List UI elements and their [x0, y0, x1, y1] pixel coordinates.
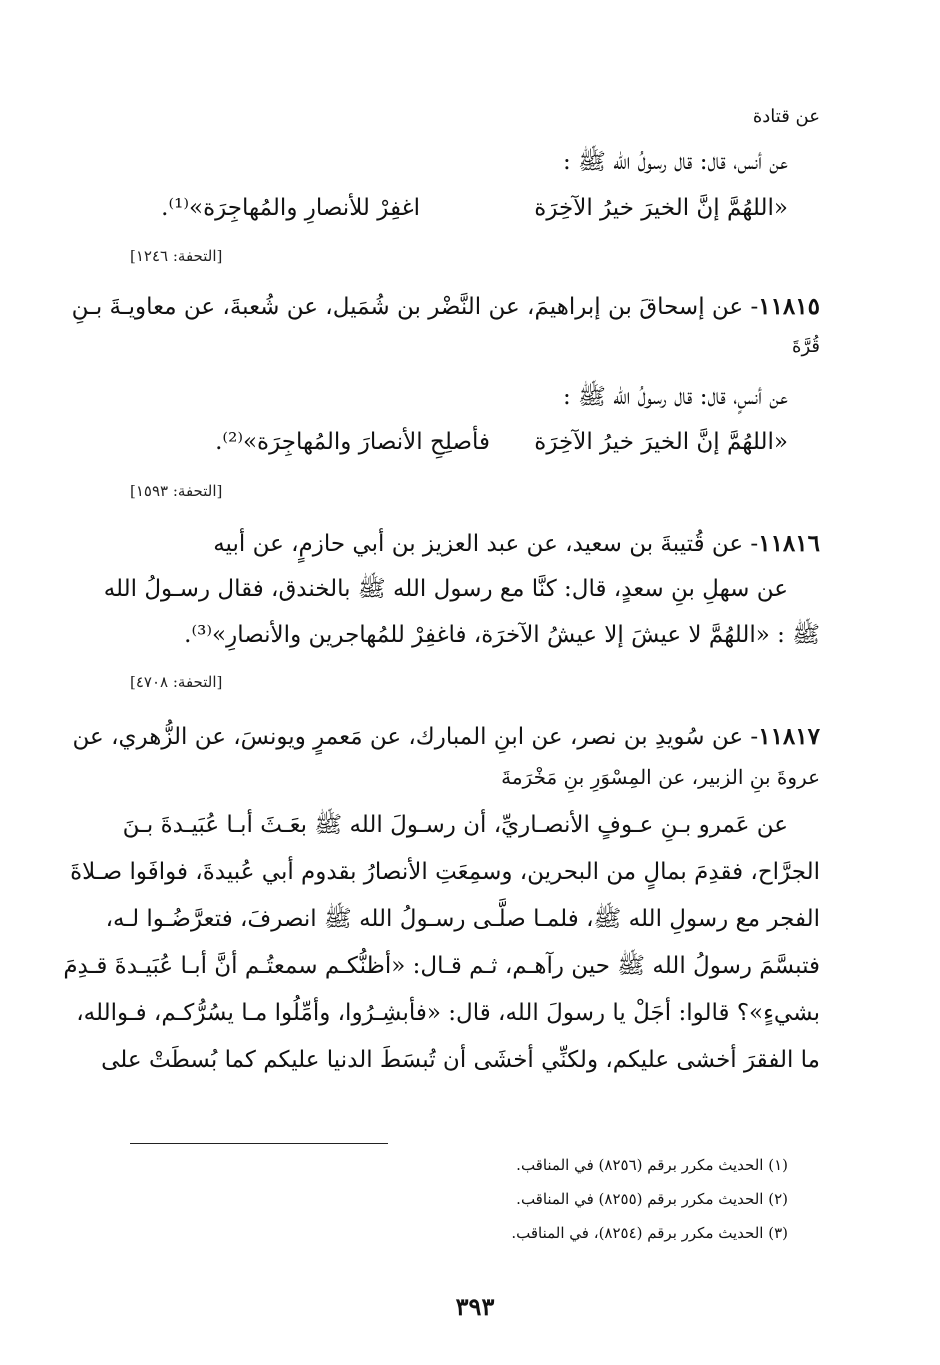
- verse: [130, 191, 820, 225]
- tuhfa-reference: [التحفة: ١٥٩٣]: [130, 482, 223, 500]
- matn-line: عن سهلِ بنِ سعدٍ، قال: كنَّا مع رسول الله ﷺ بالخندق، فقال رسـولُ الله: [103, 576, 788, 602]
- footnote: (٣) الحديث مكرر برقم (٨٢٥٤)، في المناقب.: [511, 1224, 788, 1242]
- hadith-heading: [130, 527, 820, 561]
- matn-line: بشيءٍ»؟ قالوا: أجَلْ يا رسولَ الله، قال: «فأبشِـرُوا، وأمِّلُوا مـا يسُرُّكـم، فـوالله،: [76, 1000, 820, 1026]
- matn-intro: عن أنس، قال: قال رسولُ الله ﷺ :: [563, 149, 788, 175]
- footnote: (٢) الحديث مكرر برقم (٨٢٥٥) في المناقب.: [516, 1190, 788, 1208]
- matn-line: الجرَّاح، فقدِمَ بمالٍ من البحرين، وسمِعَتِ الأنصارُ بقدوم أبي عُبيدةَ، فوافَوا صـلاةَ: [70, 859, 820, 885]
- matn-line: فتبسَّمَ رسولُ الله ﷺ حين رآهـم، ثـم قـال: «أظنُّكـم سمعتُـم أنَّ أبـا عُبَيـدةَ قـدِمَ: [63, 953, 820, 979]
- matn-line: عن عَمرو بـنِ عـوفٍ الأنصـاريِّ، أن رسـولَ الله ﷺ بعَـثَ أبـا عُبَيـدةَ بـنَ: [122, 812, 788, 838]
- footnote-rule: [130, 1143, 388, 1144]
- tuhfa-reference: [التحفة: ١٢٤٦]: [130, 247, 223, 265]
- isnad-continuation: عروةَ بنِ الزبير، عن المِسْوَرِ بنِ مَخْرَمةَ: [501, 765, 820, 789]
- hadith-number: ١١٨١٥: [758, 293, 820, 320]
- isnad-text: - عن سُويدِ بن نصر، عن ابنِ المبارك، عن مَعمرٍ ويونسَ، عن الزُّهري، عن: [72, 724, 759, 750]
- isnad-text: - عن قُتيبةَ بن سعيد، عن عبد العزيز بن أبي حازمٍ، عن أبيه: [213, 531, 759, 557]
- verse-second-hemistich: اغفِرْ للأنصارِ والمُهاجِرَة»⁽¹⁾.: [161, 195, 420, 221]
- isnad-continuation: قُرَّةَ: [792, 336, 820, 357]
- verse: [130, 425, 820, 459]
- isnad-end: عن قتادة: [752, 106, 820, 127]
- isnad-text: - عن إسحاقَ بن إبراهيمَ، عن النَّضْر بن شُمَيل، عن شُعبةَ، عن معاويـةَ بـنِ: [71, 294, 759, 320]
- matn-line: ﷺ : «اللهُمَّ لا عيشَ إلا عيشُ الآخرَة، فاغفِرْ للمُهاجرين والأنصارِ»⁽³⁾.: [184, 622, 820, 648]
- hadith-heading: [72, 720, 820, 754]
- hadith-number: ١١٨١٧: [758, 723, 820, 750]
- verse-second-hemistich: فأصلِحِ الأنصارَ والمُهاجِرَة»⁽²⁾.: [215, 429, 490, 455]
- hadith-heading: [71, 290, 820, 324]
- matn-line: ما الفقرَ أخشى عليكم، ولكنِّي أخشَى أن تُبسَطَ الدنيا عليكم كما بُسطَتْ على: [101, 1047, 820, 1073]
- hadith-number: ١١٨١٦: [758, 530, 820, 557]
- verse-first-hemistich: «اللهُمَّ إنَّ الخيرَ خيرُ الآخِرَة: [534, 429, 788, 455]
- verse-first-hemistich: «اللهُمَّ إنَّ الخيرَ خيرُ الآخِرَة: [534, 195, 788, 221]
- matn-intro: عن أنسٍ، قال: قال رسولُ الله ﷺ :: [563, 384, 788, 410]
- page-number: ٣٩٣: [455, 1292, 495, 1321]
- matn-line: الفجر مع رسولِ الله ﷺ، فلمـا صلَّـى رسـولُ الله ﷺ انصرفَ، فتعرَّضُـوا لـه،: [105, 906, 820, 932]
- book-page: [63, 0, 820, 1365]
- footnote: (١) الحديث مكرر برقم (٨٢٥٦) في المناقب.: [516, 1156, 788, 1174]
- tuhfa-reference: [التحفة: ٤٧٠٨]: [130, 673, 223, 691]
